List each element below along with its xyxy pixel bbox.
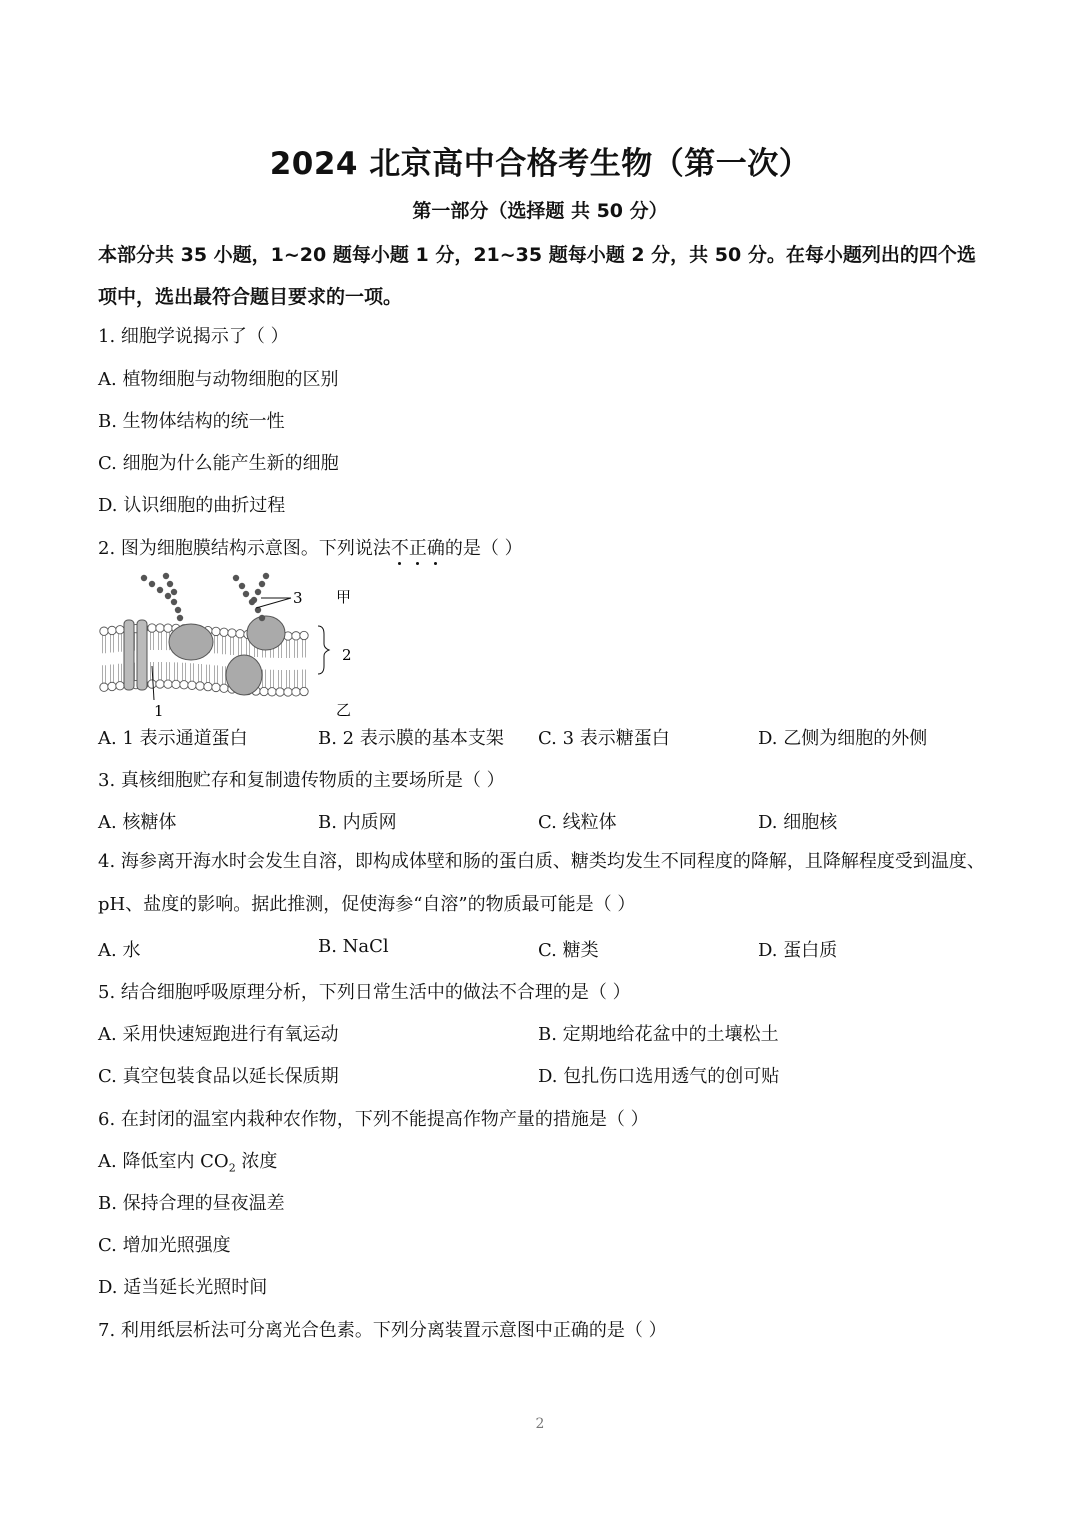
q2-stem-post: 的是（ ） bbox=[444, 538, 523, 559]
question-6-stem: 6. 在封闭的温室内栽种农作物，下列不能提高作物产量的措施是（ ） bbox=[98, 1109, 649, 1130]
q3-option-d: D. 细胞核 bbox=[758, 812, 838, 833]
instructions: 本部分共 35 小题，1~20 题每小题 1 分，21~35 题每小题 2 分，共 50 分。在每小题列出的四个选项中，选出最符合题目要求的一项。 bbox=[98, 244, 976, 308]
q2-option-d: D. 乙侧为细胞的外侧 bbox=[758, 728, 928, 749]
q5-option-a: A. 采用快速短跑进行有氧运动 bbox=[98, 1024, 339, 1045]
q4-option-d: D. 蛋白质 bbox=[758, 940, 838, 961]
emphasis-char: 正 bbox=[408, 538, 427, 559]
q3-option-a: A. 核糖体 bbox=[98, 812, 177, 833]
question-7-stem: 7. 利用纸层析法可分离光合色素。下列分离装置示意图中正确的是（ ） bbox=[98, 1320, 667, 1341]
question-2-stem bbox=[98, 534, 523, 560]
question-1-stem: 1. 细胞学说揭示了（ ） bbox=[98, 326, 289, 347]
page-number: 2 bbox=[535, 1416, 545, 1432]
q6-option-c: C. 增加光照强度 bbox=[98, 1235, 231, 1256]
emphasis-char: 不 bbox=[390, 538, 409, 559]
q6-option-a-text: A. 降低室内 CO bbox=[98, 1151, 229, 1172]
q3-option-c: C. 线粒体 bbox=[538, 812, 617, 833]
membrane-protein bbox=[247, 616, 285, 650]
label-3: 3 bbox=[293, 589, 303, 607]
question-5-stem: 5. 结合细胞呼吸原理分析，下列日常生活中的做法不合理的是（ ） bbox=[98, 982, 631, 1003]
q6-option-a-text-end: 浓度 bbox=[235, 1151, 278, 1172]
q5-option-c: C. 真空包装食品以延长保质期 bbox=[98, 1066, 339, 1087]
section-title: 第一部分（选择题 共 50 分） bbox=[412, 200, 668, 222]
cell-membrane-figure bbox=[96, 570, 366, 720]
q4-option-c: C. 糖类 bbox=[538, 940, 599, 961]
q5-option-d: D. 包扎伤口选用透气的创可贴 bbox=[538, 1066, 780, 1087]
question-3-stem: 3. 真核细胞贮存和复制遗传物质的主要场所是（ ） bbox=[98, 770, 505, 791]
q2-option-a: A. 1 表示通道蛋白 bbox=[98, 728, 248, 749]
question-4-stem: 4. 海参离开海水时会发生自溶，即构成体壁和肠的蛋白质、糖类均发生不同程度的降解，且降解程度受到温度、pH、盐度的影响。据此推测，促使海参“自溶”的物质最可能是（ ） bbox=[98, 851, 985, 915]
page-title: 2024 北京高中合格考生物（第一次） bbox=[269, 146, 811, 182]
q6-option-d: D. 适当延长光照时间 bbox=[98, 1277, 268, 1298]
label-2: 2 bbox=[342, 646, 352, 664]
q2-option-b: B. 2 表示膜的基本支架 bbox=[318, 728, 504, 749]
q6-option-b: B. 保持合理的昼夜温差 bbox=[98, 1193, 285, 1214]
q6-option-a bbox=[98, 1147, 277, 1175]
q2-option-c: C. 3 表示糖蛋白 bbox=[538, 728, 670, 749]
q2-stem-emphasis bbox=[391, 538, 445, 559]
q6-option-a-subscript: 2 bbox=[228, 1161, 236, 1175]
label-jia: 甲 bbox=[336, 588, 352, 606]
membrane-protein bbox=[226, 655, 262, 695]
q2-stem-pre: 2. 图为细胞膜结构示意图。下列说法 bbox=[98, 538, 391, 559]
label-yi: 乙 bbox=[336, 701, 352, 719]
emphasis-char: 确 bbox=[426, 538, 445, 559]
q4-option-a: A. 水 bbox=[98, 940, 141, 961]
q1-option-a: A. 植物细胞与动物细胞的区别 bbox=[98, 369, 339, 390]
label-1: 1 bbox=[154, 702, 164, 720]
membrane-protein bbox=[169, 624, 213, 660]
q5-option-b: B. 定期地给花盆中的土壤松土 bbox=[538, 1024, 779, 1045]
q3-option-b: B. 内质网 bbox=[318, 812, 397, 833]
q4-option-b: B. NaCl bbox=[318, 936, 389, 957]
sugar-chains bbox=[141, 573, 269, 621]
q1-option-d: D. 认识细胞的曲折过程 bbox=[98, 495, 286, 516]
q1-option-b: B. 生物体结构的统一性 bbox=[98, 411, 285, 432]
q1-option-c: C. 细胞为什么能产生新的细胞 bbox=[98, 453, 339, 474]
